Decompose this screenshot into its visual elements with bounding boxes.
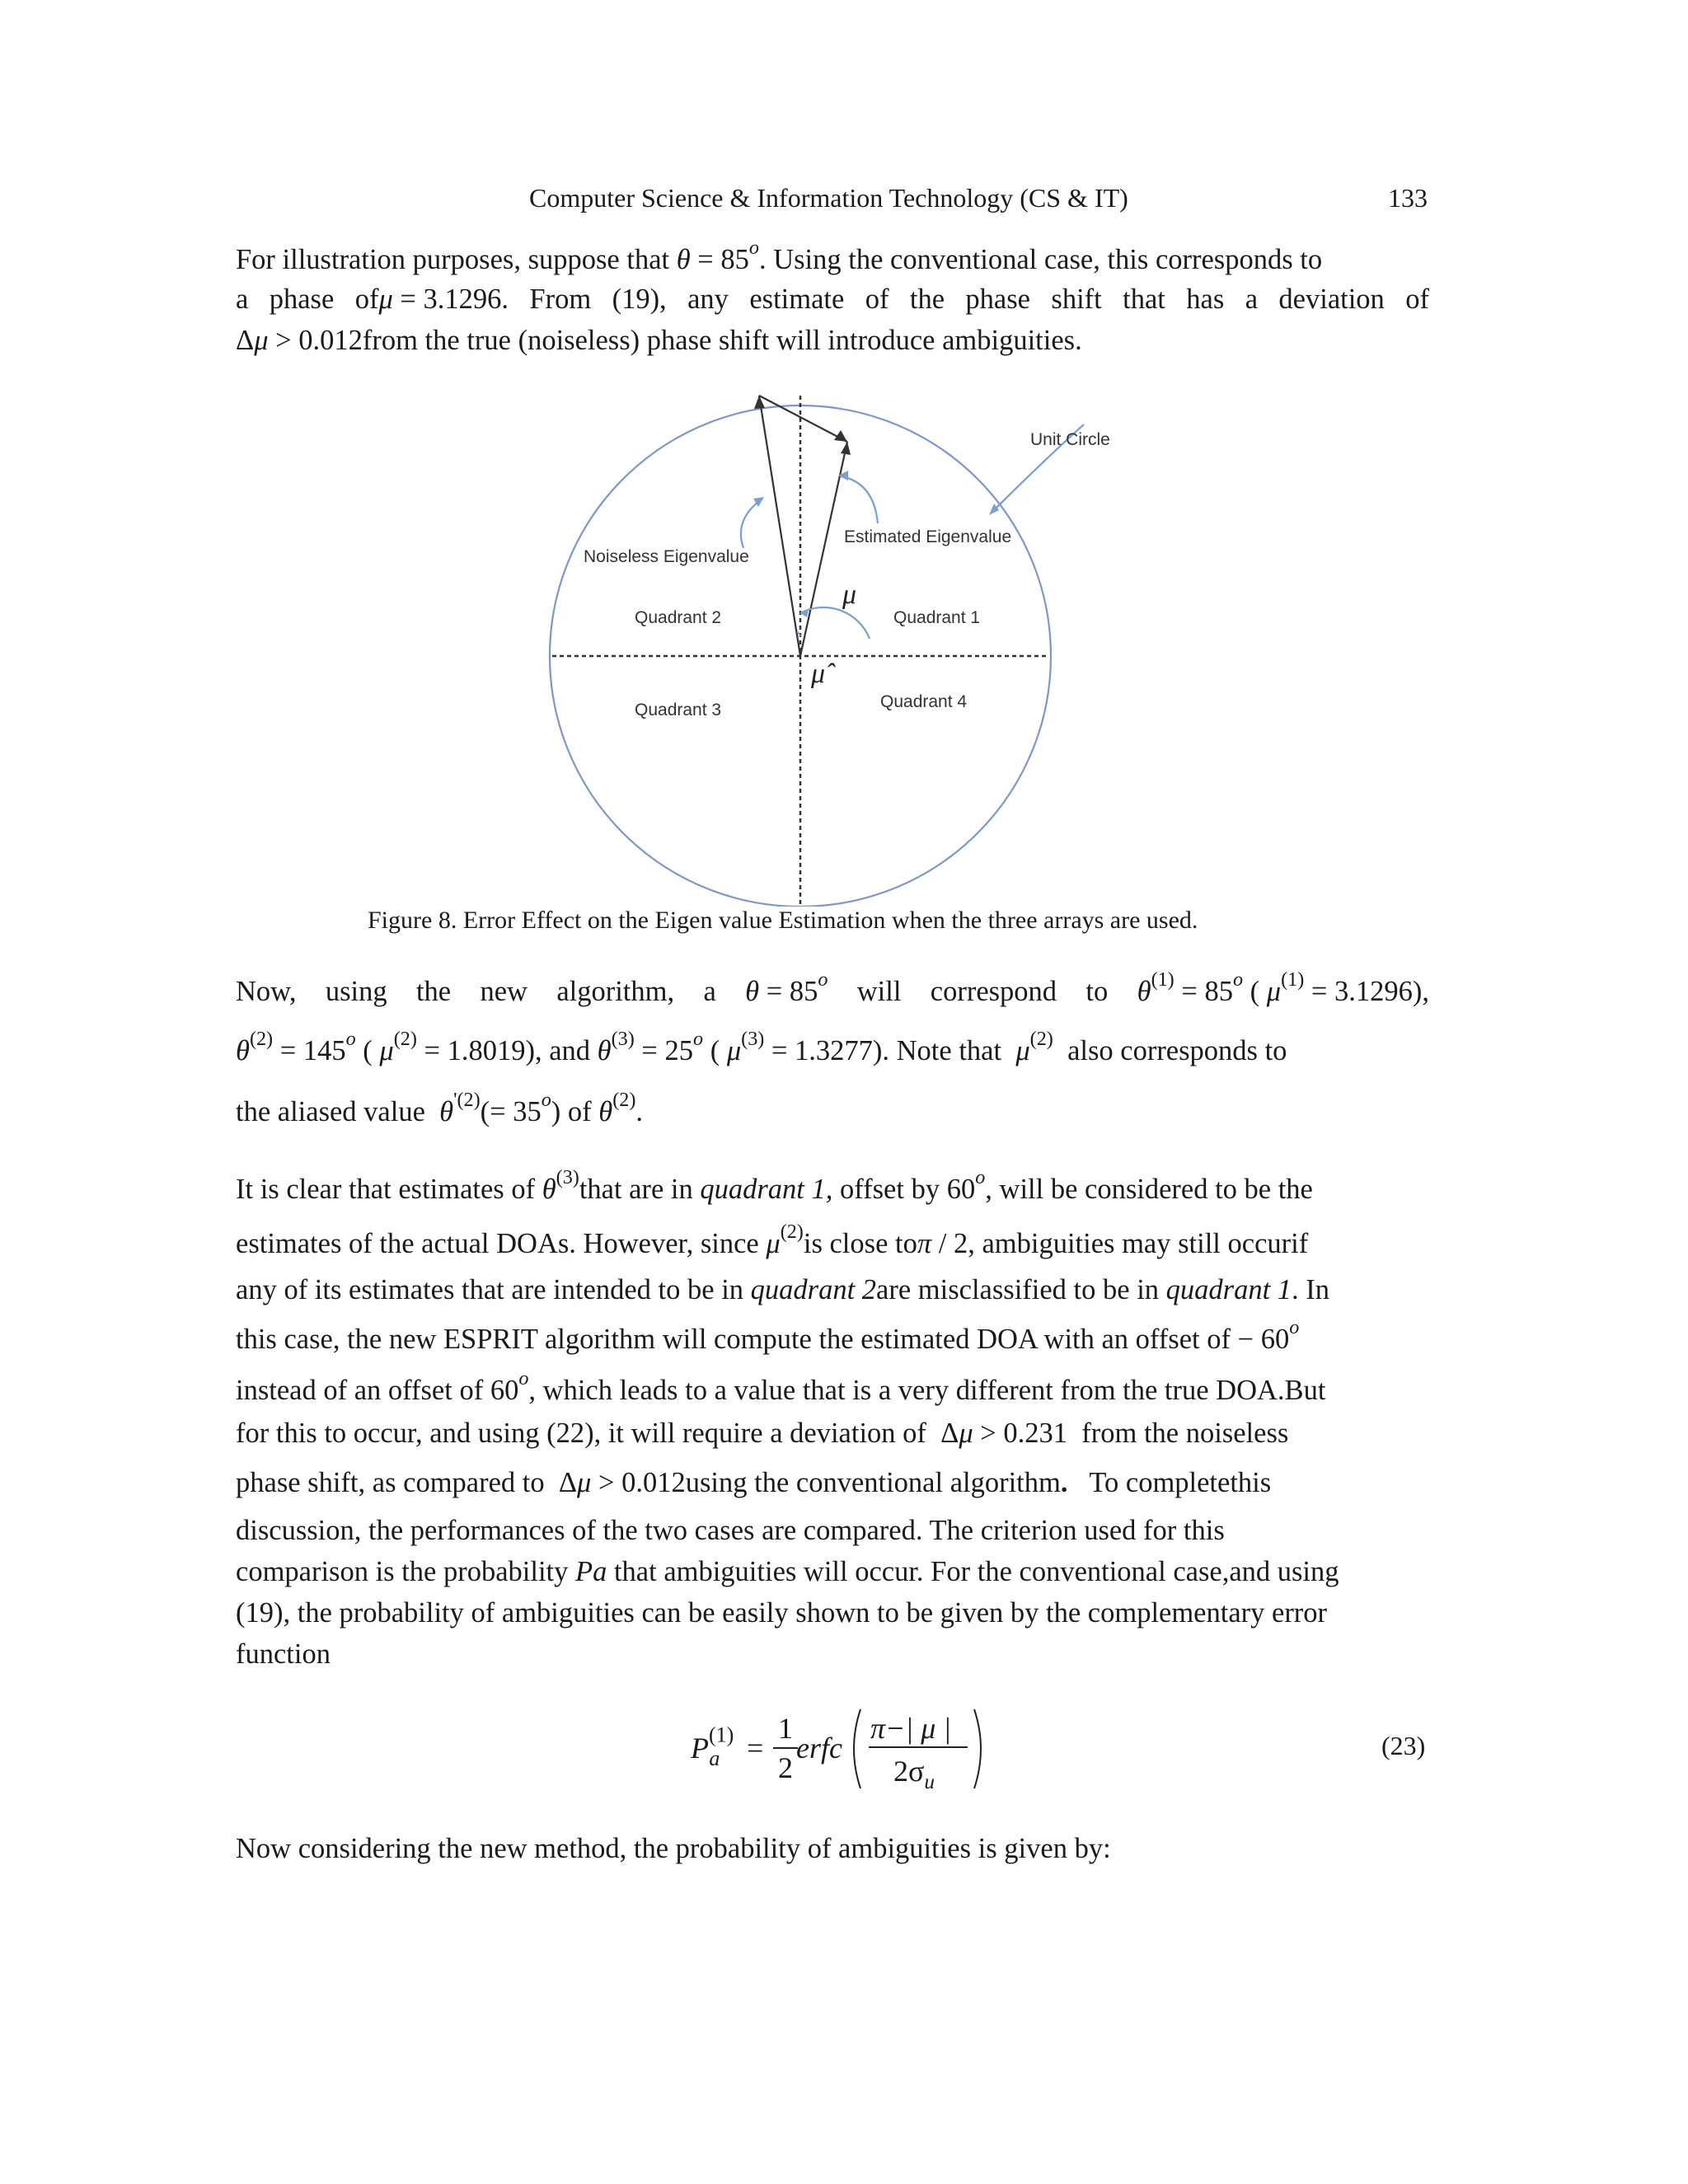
para3-line6: for this to occur, and using (22), it will require a deviation of Δμ > 0.231 from the noiseless bbox=[236, 1418, 1289, 1449]
para3-line8: discussion, the performances of the two cases are compared. The criterion used for this bbox=[236, 1515, 1225, 1546]
para3-line1: It is clear that estimates of $\theta^{(3)}that$ are in quadrant 1, offset by 60$^o$, will be considered to be the bbox=[236, 1165, 1313, 1205]
para3-line9: comparison is the probability Pa that ambiguities will occur. For the conventional case,and using bbox=[236, 1556, 1339, 1587]
label-noiseless-eigenvalue: Noiseless Eigenvalue bbox=[584, 547, 749, 566]
noiseless-vector bbox=[759, 396, 800, 656]
para3-line2: estimates of the actual DOAs. However, since $\mu^{(2)}is$ close toπ / 2, ambiguities may still occurif bbox=[236, 1220, 1309, 1259]
page-number: 133 bbox=[1388, 183, 1428, 213]
eigenvalue-figure bbox=[528, 379, 1137, 907]
para2-line3: the aliased value $\theta^{'(2)}(= 35^o)$ of $\theta^{(2)}$. bbox=[236, 1088, 643, 1127]
label-mu: μ bbox=[842, 579, 857, 610]
eq-numerator: π−| μ | bbox=[870, 1712, 952, 1745]
para3-line7: phase shift, as compared to Δμ > 0.012using the conventional algorithm. To completethis bbox=[236, 1467, 1272, 1498]
label-quadrant-2: Quadrant 2 bbox=[635, 608, 722, 627]
figure-caption: Figure 8. Error Effect on the Eigen value Estimation when the three arrays are used. bbox=[368, 907, 1198, 934]
label-quadrant-1: Quadrant 1 bbox=[893, 608, 981, 627]
para2-line2: $\theta^{(2)} = 145^o$ ( $\mu^{(2)} = 1.8019$), and $\theta^{(3)} = 25^o$ ( $\mu^{(3)} = 1.3277$). Note that $\mu^{(2)}$ also corresponds to bbox=[236, 1027, 1287, 1066]
para3-line3: any of its estimates that are intended to be in quadrant 2are misclassified to be in quadrant 1. In bbox=[236, 1274, 1330, 1305]
unit-circle-pointer-head bbox=[989, 504, 999, 515]
label-estimated-eigenvalue: Estimated Eigenvalue bbox=[844, 527, 1012, 546]
error-vector bbox=[759, 396, 847, 442]
equation-number: (23) bbox=[1381, 1731, 1426, 1760]
para3-line4: this case, the new ESPRIT algorithm will compute the estimated DOA with an offset of − $60^o$ bbox=[236, 1315, 1300, 1355]
label-quadrant-4: Quadrant 4 bbox=[880, 692, 968, 711]
para3-line10: (19), the probability of ambiguities can be easily shown to be given by the complementary error bbox=[236, 1597, 1328, 1629]
equation-23: $P^{(1)}_a$ = 1 2 erfc π−| μ | $2\sigma_u$ bbox=[691, 1711, 987, 1793]
estimated-vector bbox=[800, 442, 847, 656]
para3-line11: function bbox=[236, 1638, 331, 1670]
para4: Now considering the new method, the probability of ambiguities is given by: bbox=[236, 1833, 1111, 1864]
para1-line3: Δμ > 0.012from the true (noiseless) phase shift will introduce ambiguities. bbox=[236, 325, 1082, 356]
eq-lhs: $P^{(1)}_a$ bbox=[691, 1722, 734, 1771]
para2-line1: Now, using the new algorithm, a $\theta = 85^o$ will correspond to $\theta^{(1)} = 85^o$ ( $\mu^{(1)} = 3.1296$), bbox=[236, 968, 1429, 1007]
estimated-pointer bbox=[841, 476, 878, 523]
para1-line2: a phase ofμ = 3.1296. From (19), any estimate of the phase shift that has a deviation of bbox=[236, 284, 1429, 315]
eq-denominator: $2\sigma_u$ bbox=[893, 1755, 935, 1793]
para3-line5: instead of an offset of 60$^o$, which leads to a value that is a very different from the true DOA.But bbox=[236, 1366, 1326, 1406]
noiseless-pointer bbox=[741, 499, 762, 548]
label-mu-hat: μ̂ bbox=[811, 658, 826, 689]
estimated-arrowhead bbox=[841, 442, 851, 455]
label-quadrant-3: Quadrant 3 bbox=[635, 701, 722, 719]
para1-line1: For illustration purposes, suppose that $\theta = 85^o$. Using the conventional case, this corresponds to bbox=[236, 236, 1323, 275]
label-unit-circle: Unit Circle bbox=[1030, 430, 1110, 449]
running-header: Computer Science & Information Technology (CS & IT) bbox=[529, 183, 1128, 213]
